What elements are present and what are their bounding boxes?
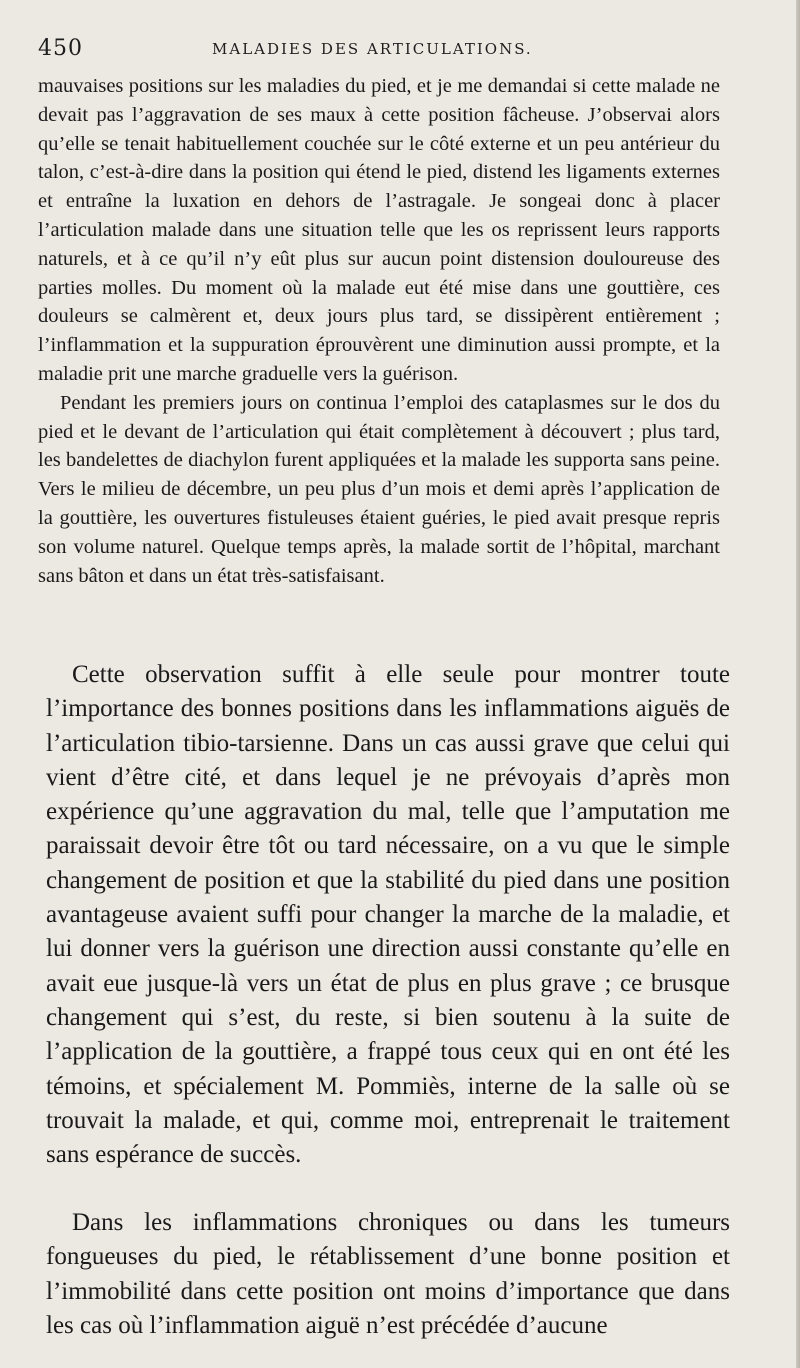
body-text-large-2 [46,1206,730,1343]
running-head: MALADIES DES ARTICULATIONS. [212,40,533,58]
body-text-small [38,72,720,590]
page-header [38,36,738,66]
paragraph-continued: mauvaises positions sur les maladies du pied, et je me demandai si cette malade ne devait pas l’aggravation de ses maux à cette position fâcheuse. J’observai alors qu’elle se tenait habituellement couchée sur le côté externe et un peu antérieur du talon, c’est-à-dire dans la position qui étend le pied, distend les ligaments externes et entraîne la luxation en dehors de l’astragale. Je songeai donc à placer l’articulation malade dans une situation telle que les os reprissent leurs rapports naturels, et à ce qu’il n’y eût plus sur aucun point distension douloureuse des parties molles. Du moment où la malade eut été mise dans une gouttière, ces douleurs se calmèrent et, deux jours plus tard, se dissipèrent entièrement ; l’inflammation et la suppuration éprouvèrent une diminution aussi prompte, et la maladie prit une marche graduelle vers la guérison. [38,75,720,385]
paragraph: Pendant les premiers jours on continua l’emploi des cataplasmes sur le dos du pied et le devant de l’articulation qui était complètement à découvert ; plus tard, les bandelettes de diachylon furent appliquées et la malade les supporta sans peine. Vers le milieu de décembre, un peu plus d’un mois et demi après l’application de la gouttière, les ouvertures fistuleuses étaient guéries, le pied avait presque repris son volume naturel. Quelque temps après, la malade sortit de l’hôpital, marchant sans bâton et dans un état très-satisfaisant. [38,391,720,587]
paragraph: Dans les inflammations chroniques ou dans les tumeurs fongueuses du pied, le rétablissement d’une bonne position et l’immobilité dans cette position ont moins d’importance que dans les cas où l’inflammation aiguë n’est précédée d’aucune [46,1209,730,1339]
paragraph: Cette observation suffit à elle seule pour montrer toute l’importance des bonnes positions dans les inflammations aiguës de l’articulation tibio-tarsienne. Dans un cas aussi grave que celui qui vient d’être cité, et dans lequel je ne prévoyais d’après mon expérience qu’une aggravation du mal, telle que l’amputation me paraissait devoir être tôt ou tard nécessaire, on a vu que le simple changement de position et que la stabilité du pied dans une position avantageuse avaient suffi pour changer la marche de la maladie, et lui donner vers la guérison une direction aussi constante qu’elle en avait eue jusque-là vers un état de plus en plus grave ; ce brusque changement qui s’est, du reste, si bien soutenu à la suite de l’application de la gouttière, a frappé tous ceux qui en ont été les témoins, et spécialement M. Pommiès, interne de la salle où se trouvait la malade, et qui, comme moi, entreprenait le traitement sans espérance de succès. [46,661,730,1169]
page-number: 450 [38,36,83,61]
page-edge [796,0,800,1368]
body-text-large-1 [46,658,730,1172]
